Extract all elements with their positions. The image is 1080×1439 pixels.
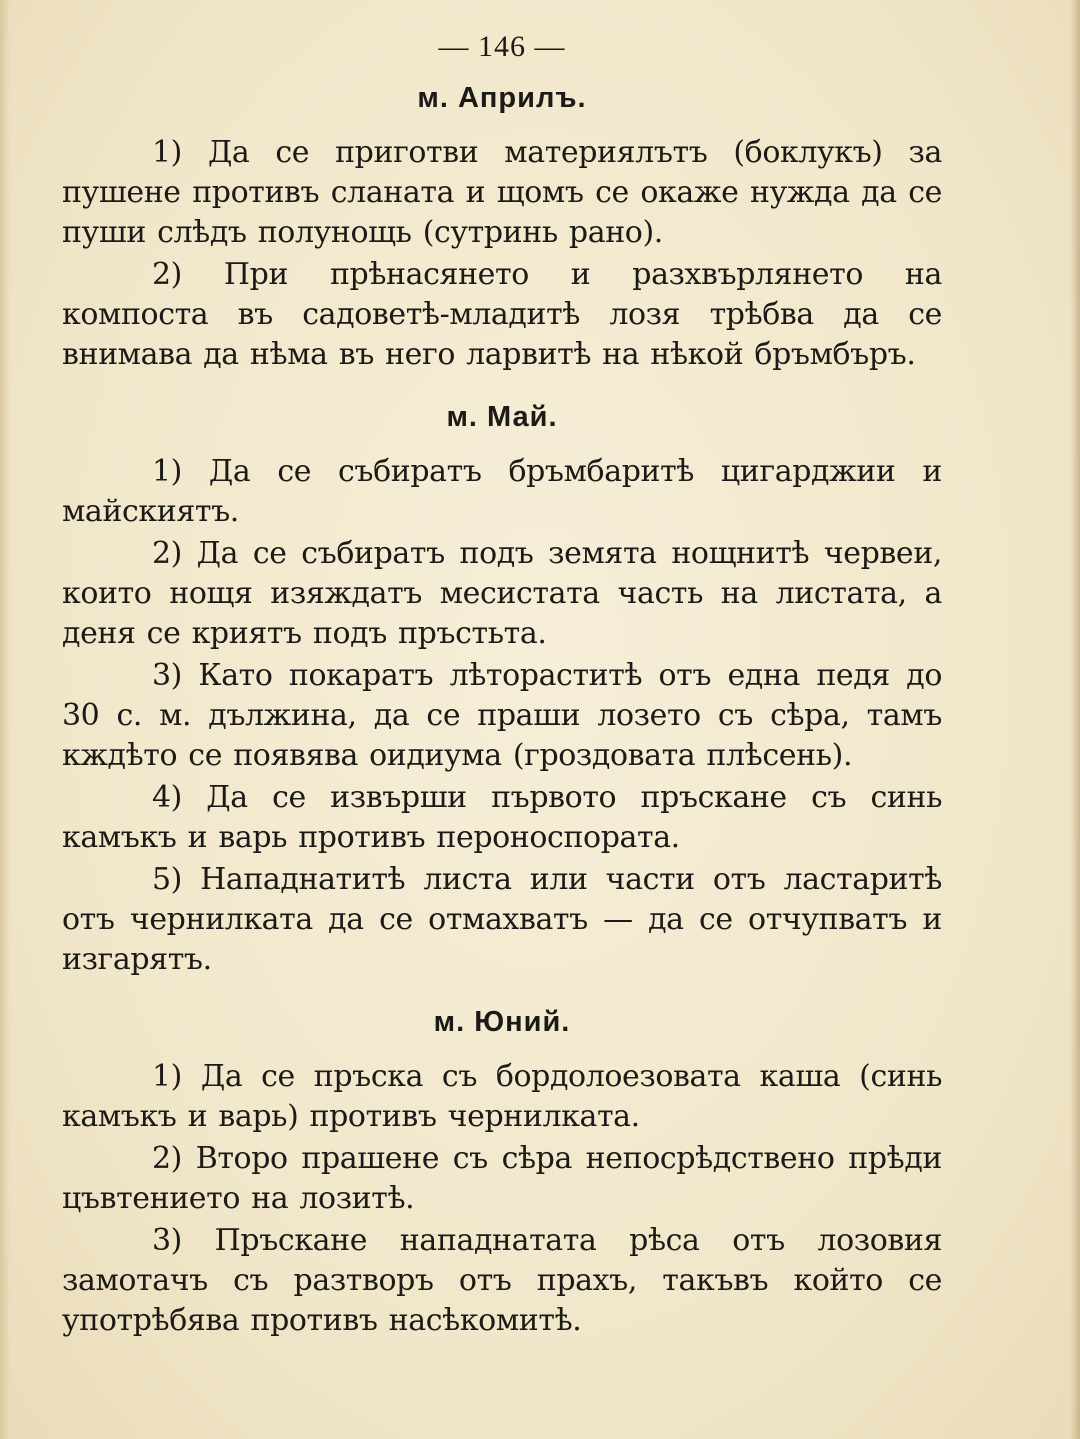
section-may bbox=[62, 401, 942, 980]
page-edge-left bbox=[0, 0, 10, 1439]
section-heading: м. Май. bbox=[446, 401, 558, 433]
section-june bbox=[62, 1006, 942, 1341]
paragraph: 3) Пръскане нападнатата рѣса отъ лозовия замотачъ съ разтворъ отъ прахъ, такъвъ който се употрѣбява противъ насѣкомитѣ. bbox=[62, 1223, 942, 1338]
section-heading: м. Априлъ. bbox=[417, 82, 587, 114]
paragraph: 3) Като покаратъ лѣтораститѣ отъ една педя до 30 с. м. дължина, да се праши лозето съ сѣра, тамъ кждѣто се появява оидиума (гроздовата плѣсень). bbox=[62, 658, 942, 773]
page-edge-right bbox=[1070, 0, 1080, 1439]
paragraph: 1) Да се приготви материялътъ (боклукъ) за пушене противъ сланата и щомъ се окаже нужда да се пуши слѣдъ полунощь (сутринь рано). bbox=[62, 135, 942, 250]
paragraph: 1) Да се пръска съ бордолоезовата каша (синь камъкъ и варь) противъ чернилката. bbox=[62, 1059, 942, 1134]
paragraph: 2) Второ прашене съ сѣра непосрѣдствено прѣди цъвтението на лозитѣ. bbox=[62, 1141, 942, 1216]
section-april bbox=[62, 82, 942, 375]
paragraph: 2) Да се събиратъ подъ земята нощнитѣ червеи, които нощя изяждатъ месистата часть на листата, а деня се криятъ подъ пръстьта. bbox=[62, 536, 942, 651]
page-number: — 146 — bbox=[438, 30, 566, 63]
paragraph: 2) При прѣнасянето и разхвърлянето на компоста въ садоветѣ-младитѣ лозя трѣбва да се внимава да нѣма въ него ларвитѣ на нѣкой бръмбъръ. bbox=[62, 257, 942, 372]
paragraph: 4) Да се извърши първото пръскане съ синь камъкъ и варь противъ пероноспората. bbox=[62, 780, 942, 855]
paragraph: 1) Да се събиратъ бръмбаритѣ цигарджии и майскиятъ. bbox=[62, 454, 942, 529]
page-content bbox=[62, 30, 942, 1343]
paragraph: 5) Нападнатитѣ листа или части отъ ластаритѣ отъ чернилката да се отмахватъ — да се отчупватъ и изгарятъ. bbox=[62, 862, 942, 977]
section-heading: м. Юний. bbox=[433, 1006, 571, 1038]
